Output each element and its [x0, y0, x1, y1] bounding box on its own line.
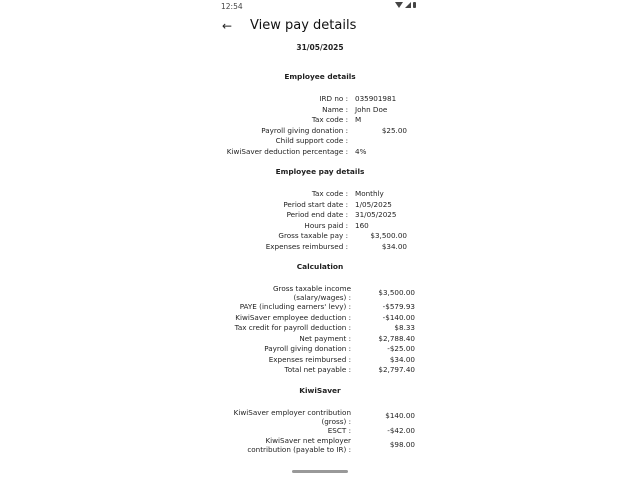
- calc-value: -$140.00: [382, 312, 415, 322]
- page-title: View pay details: [250, 18, 357, 33]
- detail-value: 035901981: [355, 94, 397, 103]
- calc-row: [220, 302, 420, 313]
- detail-value: 4%: [355, 146, 367, 156]
- detail-row: [220, 200, 420, 211]
- detail-label: Hours paid :: [304, 220, 348, 230]
- detail-value: John Doe: [355, 104, 388, 114]
- pay-date: 31/05/2025: [296, 43, 344, 52]
- detail-label: Period start date :: [283, 199, 348, 209]
- status-bar: [220, 0, 420, 12]
- calc-value: $140.00: [385, 411, 415, 421]
- section-heading: Employee pay details: [275, 167, 365, 176]
- calc-row: [220, 344, 420, 355]
- calc-label: PAYE (including earners' levy) :: [239, 302, 351, 311]
- calc-value: $2,788.40: [378, 333, 415, 343]
- calc-label: Expenses reimbursed :: [268, 354, 351, 364]
- detail-row: [220, 94, 420, 105]
- calculation-section: [220, 262, 420, 376]
- detail-value: 1/05/2025: [355, 199, 392, 209]
- detail-row: [220, 221, 420, 232]
- wifi-icon: [395, 2, 403, 8]
- calc-row: [220, 426, 420, 437]
- detail-value: 160: [355, 220, 369, 230]
- calc-value: $2,797.40: [378, 365, 415, 374]
- calc-label: Gross taxable income (salary/wages) :: [272, 284, 351, 302]
- calc-value: -$579.93: [382, 302, 415, 311]
- detail-row: [220, 242, 420, 253]
- detail-row: [220, 147, 420, 158]
- calc-label: KiwiSaver employer contribution (gross) :: [233, 407, 351, 426]
- calc-row: [220, 365, 420, 376]
- calc-label: Net payment :: [299, 333, 351, 343]
- calc-row: [220, 323, 420, 334]
- calc-label: Payroll giving donation :: [264, 344, 351, 353]
- detail-label: Name :: [322, 104, 348, 114]
- calc-value: $34.00: [389, 354, 415, 364]
- detail-value: $34.00: [381, 241, 407, 251]
- detail-value: M: [355, 115, 362, 124]
- back-arrow-icon[interactable]: ←: [222, 19, 233, 33]
- calc-row: [220, 284, 420, 302]
- detail-label: Child support code :: [275, 136, 348, 145]
- section-heading: Calculation: [296, 262, 344, 271]
- detail-row: [220, 126, 420, 137]
- calc-value: $3,500.00: [378, 287, 415, 297]
- calc-label: Tax credit for payroll deduction :: [234, 323, 351, 332]
- detail-label: Period end date :: [286, 210, 348, 219]
- detail-label: IRD no :: [319, 94, 348, 103]
- detail-label: Tax code :: [311, 189, 348, 198]
- calc-value: $8.33: [394, 323, 415, 332]
- detail-value: [355, 136, 420, 147]
- detail-label: Payroll giving donation :: [261, 125, 348, 135]
- detail-row: [220, 136, 420, 147]
- calc-label: ESCT :: [327, 425, 351, 435]
- section-heading: Employee details: [284, 72, 356, 81]
- calc-row: [220, 408, 420, 426]
- gesture-home-bar[interactable]: [292, 470, 348, 473]
- calc-label: KiwiSaver employee deduction :: [235, 312, 351, 322]
- kiwisaver-section: [220, 386, 420, 455]
- status-icons: [395, 2, 416, 8]
- pay-details-content: [220, 72, 420, 464]
- calc-row: [220, 355, 420, 366]
- app-bar: [220, 18, 420, 38]
- detail-row: [220, 189, 420, 200]
- detail-label: Expenses reimbursed :: [265, 241, 348, 251]
- detail-label: KiwiSaver deduction percentage :: [226, 146, 348, 156]
- phone-screen: [220, 0, 420, 480]
- employee-pay-details-section: [220, 167, 420, 252]
- detail-row: [220, 231, 420, 242]
- calc-row: [220, 313, 420, 324]
- status-time: 12:54: [221, 2, 243, 11]
- detail-value: Monthly: [355, 189, 384, 198]
- employee-details-section: [220, 72, 420, 157]
- calc-row: [220, 436, 420, 454]
- detail-value: $3,500.00: [370, 231, 407, 240]
- calc-value: -$25.00: [387, 344, 415, 353]
- section-heading: KiwiSaver: [299, 385, 341, 395]
- detail-label: Tax code :: [311, 115, 348, 124]
- detail-row: [220, 115, 420, 126]
- calc-label: Total net payable :: [284, 365, 351, 374]
- detail-value: $25.00: [381, 125, 407, 135]
- signal-icon: [405, 2, 411, 8]
- detail-label: Gross taxable pay :: [278, 231, 348, 240]
- detail-value: 31/05/2025: [355, 210, 397, 219]
- battery-icon: [413, 2, 416, 8]
- calc-row: [220, 334, 420, 345]
- calc-label: KiwiSaver net employer contribution (payable to IR) :: [247, 436, 351, 454]
- detail-row: [220, 105, 420, 116]
- detail-row: [220, 210, 420, 221]
- calc-value: -$42.00: [387, 425, 415, 435]
- calc-value: $98.00: [389, 439, 415, 449]
